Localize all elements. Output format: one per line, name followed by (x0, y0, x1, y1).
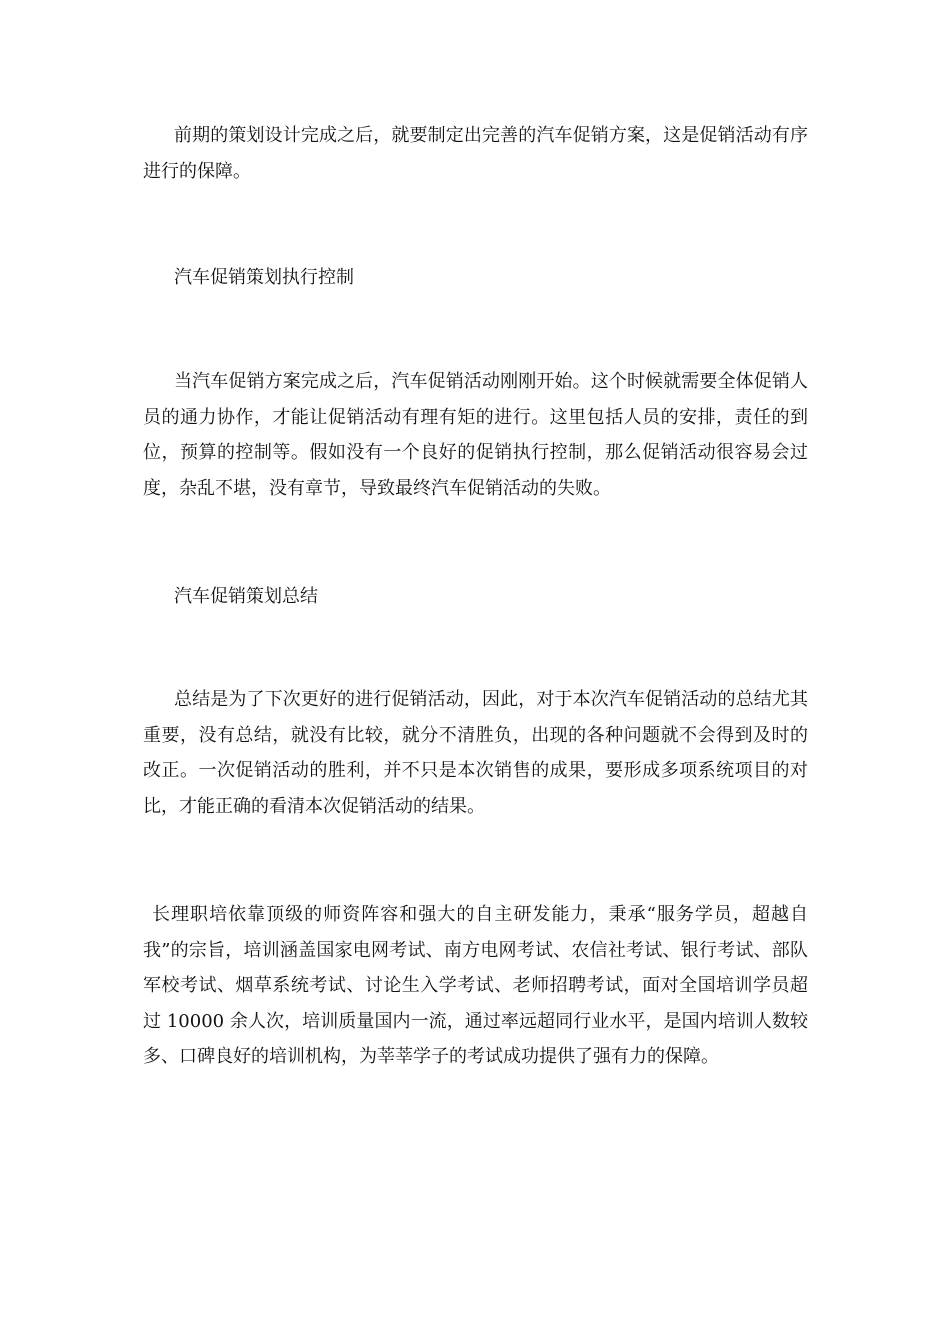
training-institution-paragraph: 长理职培依靠顶级的师资阵容和强大的自主研发能力，秉承“服务学员，超越自我”的宗旨，培训涵盖国家电网考试、南方电网考试、农信社考试、银行考试、部队军校考试、烟草系统考试、讨论生入学考试、老师招聘考试，面对全国培训学员超过 10000 余人次，培训质量国内一流，通过率远超同行业水平，是国内培训人数较多、口碑良好的培训机构，为莘莘学子的考试成功提供了强有力的保障。 (143, 904, 808, 1067)
execution-control-paragraph: 当汽车促销方案完成之后，汽车促销活动刚刚开始。这个时候就需要全体促销人员的通力协作，才能让促销活动有理有矩的进行。这里包括人员的安排，责任的到位，预算的控制等。假如没有一个良好的促销执行控制，那么促销活动很容易会过度，杂乱不堪，没有章节，导致最终汽车促销活动的失败。 (143, 371, 808, 499)
section-heading-summary: 汽车促销策划总结 (174, 586, 318, 607)
summary-paragraph: 总结是为了下次更好的进行促销活动，因此，对于本次汽车促销活动的总结尤其重要，没有总结，就没有比较，就分不清胜负，出现的各种问题就不会得到及时的改正。一次促销活动的胜利，并不只是本次销售的成果，要形成多项系统项目的对比，才能正确的看清本次促销活动的结果。 (143, 689, 808, 817)
intro-paragraph: 前期的策划设计完成之后，就要制定出完善的汽车促销方案，这是促销活动有序进行的保障。 (143, 125, 808, 182)
section-heading-execution-control: 汽车促销策划执行控制 (174, 267, 354, 288)
